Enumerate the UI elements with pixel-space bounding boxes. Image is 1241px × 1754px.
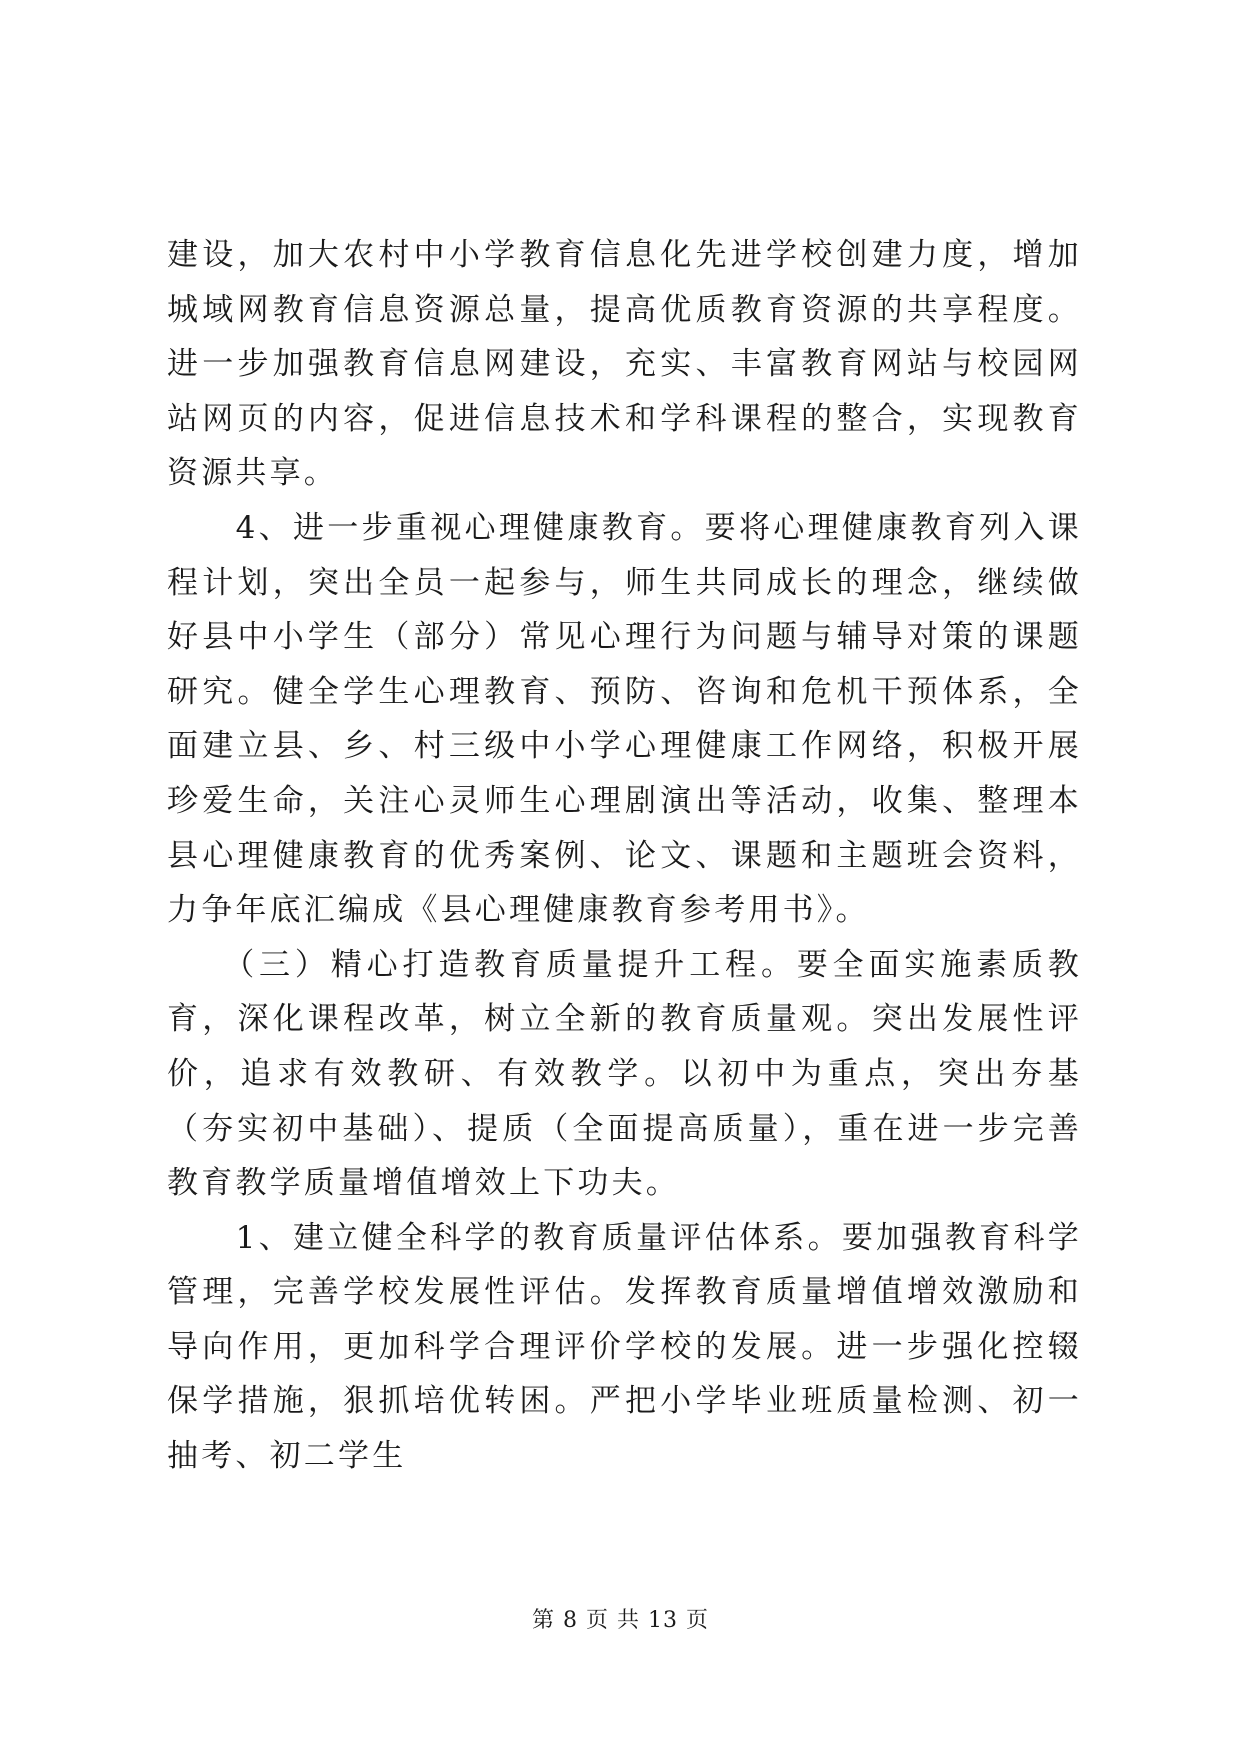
paragraph-education-informatization: 建设，加大农村中小学教育信息化先进学校创建力度，增加城域网教育信息资源总量，提高优质教育资源的共享程度。进一步加强教育信息网建设，充实、丰富教育网站与校园网站网页的内容，促进信息技术和学科课程的整合，实现教育资源共享。 [167,237,1082,492]
paragraph-mental-health-education: 4、进一步重视心理健康教育。要将心理健康教育列入课程计划，突出全员一起参与，师生共同成长的理念，继续做好县中小学生（部分）常见心理行为问题与辅导对策的课题研究。健全学生心理教育、预防、咨询和危机干预体系，全面建立县、乡、村三级中小学心理健康工作网络，积极开展珍爱生命，关注心灵师生心理剧演出等活动，收集、整理本县心理健康教育的优秀案例、论文、课题和主题班会资料，力争年底汇编成《县心理健康教育参考用书》。 [167,509,1082,929]
page-number-footer: 第 8 页 共 13 页 [532,1608,709,1633]
body-text [167,228,1082,1484]
paragraph-education-quality-project: （三）精心打造教育质量提升工程。要全面实施素质教育，深化课程改革，树立全新的教育质量观。突出发展性评价，追求有效教研、有效教学。以初中为重点，突出夯基（夯实初中基础）、提质（全面提高质量），重在进一步完善教育教学质量增值增效上下功夫。 [167,946,1082,1202]
paragraph-quality-evaluation-system: 1、建立健全科学的教育质量评估体系。要加强教育科学管理，完善学校发展性评估。发挥教育质量增值增效激励和导向作用，更加科学合理评价学校的发展。进一步强化控辍保学措施，狠抓培优转困。严把小学毕业班质量检测、初一抽考、初二学生 [167,1219,1082,1475]
